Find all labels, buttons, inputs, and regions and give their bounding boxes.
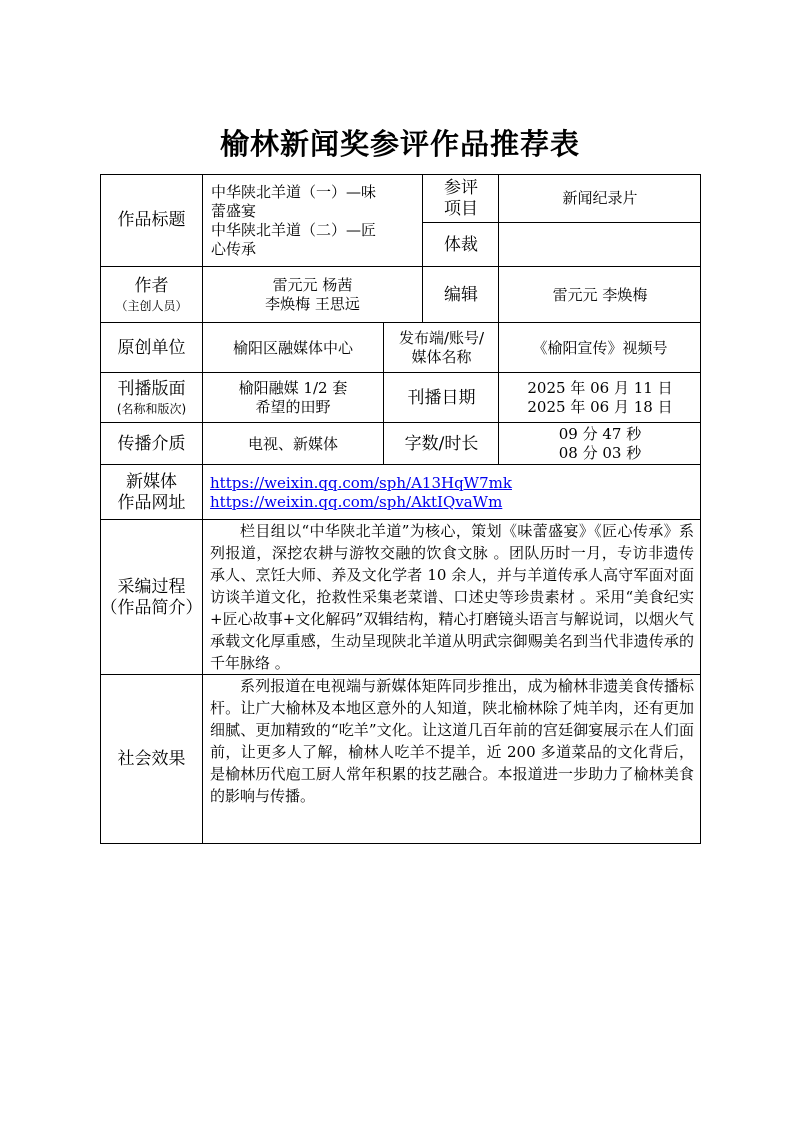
work-title-line: 蕾盛宴	[211, 201, 257, 220]
work-title-label: 作品标题	[117, 210, 186, 230]
medium-label: 传播介质	[117, 433, 186, 454]
recommendation-table	[100, 174, 701, 844]
process-text: 栏目组以“中华陕北羊道”为核心，策划《味蕾盛宴》《匠心传承》系列报道，深挖农耕与游牧交融的饮食文脉 。团队历时一月，专访非遗传承人、烹饪大师、养及文化学者 10 余人，并与羊道传承人高守军面对面访谈羊道文化，抢救性采集老菜谱、口述史等珍贵素材 。采用“美食纪实+匠心故事+文化解码”双辑结构，精心打磨镜头语言与解说词，以烟火气承载文化厚重感，生动呈现陕北羊道从明武宗御赐美名到当代非遗传承的千年脉络 。	[210, 522, 694, 672]
original-unit-value: 榆阳区融媒体中心	[232, 338, 353, 357]
entry-item-value: 新闻纪录片	[562, 189, 638, 207]
work-url-link-1[interactable]: https://weixin.qq.com/sph/A13HqW7mk	[210, 473, 512, 492]
genre-label: 体裁	[444, 234, 478, 255]
genre-value	[499, 223, 701, 267]
author-sub-label: （主创人员）	[115, 298, 188, 313]
process-label: 采编过程 （作品简介）	[100, 576, 203, 618]
editor-label: 编辑	[444, 284, 478, 305]
air-date-label: 刊播日期	[407, 387, 476, 408]
work-title-line: 中华陕北羊道（一）—味	[211, 182, 377, 201]
layout-sub-label: (名称和版次)	[116, 401, 187, 416]
work-title-line: 中华陕北羊道（二）—匠	[211, 220, 377, 239]
duration-label: 字数/时长	[404, 433, 479, 454]
work-url-link-2[interactable]: https://weixin.qq.com/sph/AktIQvaWm	[210, 492, 503, 511]
editor-value: 雷元元 李焕梅	[552, 285, 648, 304]
urls-label: 新媒体 作品网址	[117, 471, 186, 513]
author-value: 雷元元 杨茜 李焕梅 王思远	[265, 276, 360, 313]
layout-value: 榆阳融媒 1/2 套 希望的田野	[238, 379, 348, 416]
urls-value	[203, 465, 701, 520]
duration-value: 09 分 47 秒 08 分 03 秒	[558, 425, 642, 462]
platform-label: 发布端/账号/ 媒体名称	[398, 329, 485, 366]
effect-text: 系列报道在电视端与新媒体矩阵同步推出，成为榆林非遗美食传播标杆。让广大榆林及本地区意外的人知道，陕北榆林除了炖羊肉，还有更加细腻、更加精致的“吃羊”文化。让这道几百年前的宫廷御宴展示在人们面前，让更多人了解，榆林人吃羊不提羊，近 200 多道菜品的文化背后，是榆林历代庖工厨人常年积累的技艺融合。本报道进一步助力了榆林美食的影响与传播。	[210, 677, 694, 805]
layout-label: 刊播版面 (名称和版次)	[116, 378, 187, 416]
platform-value: 《榆阳宣传》视频号	[532, 338, 668, 357]
work-title-value	[203, 174, 422, 267]
original-unit-label: 原创单位	[117, 337, 186, 358]
air-date-value: 2025 年 06 月 11 日 2025 年 06 月 18 日	[527, 379, 673, 416]
effect-label: 社会效果	[117, 749, 186, 769]
process-sub-label: （作品简介）	[100, 597, 203, 618]
work-title-line: 心传承	[211, 239, 257, 258]
page-title: 榆林新闻奖参评作品推荐表	[219, 127, 580, 161]
entry-item-label: 参评 项目	[444, 177, 478, 219]
medium-value: 电视、新媒体	[247, 434, 338, 453]
author-label: 作者 （主创人员）	[115, 275, 188, 313]
